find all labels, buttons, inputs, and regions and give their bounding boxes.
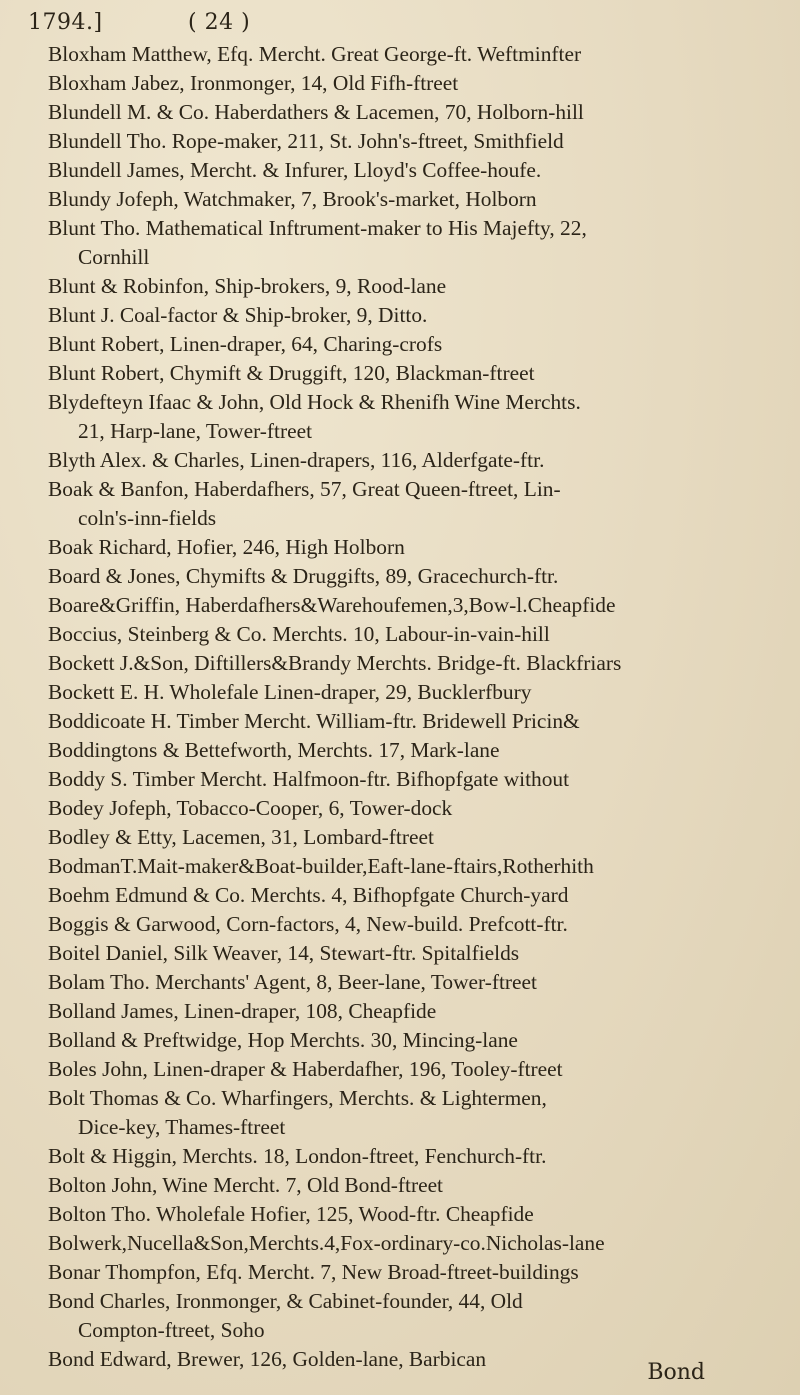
entry-text: Bodey Jofeph, Tobacco-Cooper, 6, Tower-dock [48,796,453,820]
directory-entry [28,98,778,127]
entry-text: Bolt Thomas & Co. Wharfingers, Merchts. & Lightermen, [48,1086,547,1110]
entry-text: Bolton Tho. Wholefale Hofier, 125, Wood-ftr. Cheapfide [48,1202,534,1226]
entry-text: Bolwerk,Nucella&Son,Merchts.4,Fox-ordinary-co.Nicholas-lane [48,1231,605,1255]
entry-text: Boak Richard, Hofier, 246, High Holborn [48,535,405,559]
entry-text: BodmanT.Mait-maker&Boat-builder,Eaft-lane-ftairs,Rotherhith [48,854,594,878]
entry-text: Bolland James, Linen-draper, 108, Cheapfide [48,999,437,1023]
entry-text: Boehm Edmund & Co. Merchts. 4, Bifhopfgate Church-yard [48,883,569,907]
directory-entry [28,1229,778,1258]
directory-entry [28,1084,778,1113]
entry-text: 21, Harp-lane, Tower-ftreet [78,419,313,443]
entry-text: Bonar Thompfon, Efq. Mercht. 7, New Broad-ftreet-buildings [48,1260,579,1284]
entry-text: Blundell Tho. Rope-maker, 211, St. John's-ftreet, Smithfield [48,129,564,153]
directory-entry [28,156,778,185]
directory-entry [28,620,778,649]
directory-entry [28,243,778,272]
directory-entry [28,736,778,765]
entry-text: Blunt & Robinfon, Ship-brokers, 9, Rood-lane [48,274,447,298]
entry-text: Boccius, Steinberg & Co. Merchts. 10, Labour-in-vain-hill [48,622,550,646]
directory-entry [28,185,778,214]
entry-text: Blunt Robert, Linen-draper, 64, Charing-crofs [48,332,443,356]
directory-entry [28,214,778,243]
entry-text: Blunt Robert, Chymift & Druggift, 120, Blackman-ftreet [48,361,535,385]
entry-text: Bockett J.&Son, Diftillers&Brandy Merchts. Bridge-ft. Blackfriars [48,651,622,675]
entry-text: Dice-key, Thames-ftreet [78,1115,286,1139]
directory-entry [28,417,778,446]
directory-entry [28,794,778,823]
directory-entry [28,1142,778,1171]
directory-entry [28,968,778,997]
entry-text: Blundell M. & Co. Haberdathers & Lacemen, 70, Holborn-hill [48,100,584,124]
entry-text: Boddy S. Timber Mercht. Halfmoon-ftr. Bifhopfgate without [48,767,570,791]
directory-entry [28,765,778,794]
catchword: Bond [647,1360,705,1385]
entry-text: Boak & Banfon, Haberdafhers, 57, Great Queen-ftreet, Lin- [48,477,561,501]
directory-entry [28,446,778,475]
header-year: 1794.] [28,10,103,35]
entry-text: Bloxham Matthew, Efq. Mercht. Great George-ft. Weftminfter [48,42,582,66]
directory-entry [28,40,778,69]
directory-entry [28,1287,778,1316]
directory-entry [28,69,778,98]
directory-entry [28,881,778,910]
entry-text: Boddingtons & Bettefworth, Merchts. 17, Mark-lane [48,738,500,762]
directory-entry [28,272,778,301]
directory-entry [28,1316,778,1345]
directory-entry [28,504,778,533]
entry-text: Blundell James, Mercht. & Infurer, Lloyd's Coffee-houfe. [48,158,542,182]
header-page-number: ( 24 ) [188,10,251,35]
directory-entry [28,1113,778,1142]
entry-text: Boddicoate H. Timber Mercht. William-ftr. Bridewell Pricin& [48,709,580,733]
directory-entry [28,301,778,330]
directory-entry [28,823,778,852]
directory-entry [28,1055,778,1084]
directory-entry [28,359,778,388]
directory-entry [28,997,778,1026]
entry-text: coln's-inn-fields [78,506,217,530]
entry-text: Bond Edward, Brewer, 126, Golden-lane, Barbican [48,1347,487,1371]
entry-text: Blyth Alex. & Charles, Linen-drapers, 116, Alderfgate-ftr. [48,448,545,472]
entry-text: Bond Charles, Ironmonger, & Cabinet-founder, 44, Old [48,1289,523,1313]
entry-text: Bodley & Etty, Lacemen, 31, Lombard-ftreet [48,825,434,849]
directory-entry [28,330,778,359]
directory-entry [28,852,778,881]
directory-entry [28,533,778,562]
page-header [28,6,780,40]
entry-text: Compton-ftreet, Soho [78,1318,265,1342]
directory-entry [28,1200,778,1229]
directory-entry [28,1026,778,1055]
entry-text: Blunt Tho. Mathematical Inftrument-maker to His Majefty, 22, [48,216,587,240]
entry-text: Boggis & Garwood, Corn-factors, 4, New-build. Prefcott-ftr. [48,912,568,936]
directory-entries [28,40,778,1374]
directory-entry [28,562,778,591]
entry-text: Boitel Daniel, Silk Weaver, 14, Stewart-ftr. Spitalfields [48,941,520,965]
directory-entry [28,388,778,417]
entry-text: Blundy Jofeph, Watchmaker, 7, Brook's-market, Holborn [48,187,537,211]
entry-text: Bockett E. H. Wholefale Linen-draper, 29, Bucklerfbury [48,680,532,704]
directory-entry [28,1258,778,1287]
directory-entry [28,678,778,707]
entry-text: Blunt J. Coal-factor & Ship-broker, 9, Ditto. [48,303,428,327]
entry-text: Boare&Griffin, Haberdafhers&Warehoufemen,3,Bow-l.Cheapfide [48,593,616,617]
entry-text: Board & Jones, Chymifts & Druggifts, 89, Gracechurch-ftr. [48,564,559,588]
directory-entry [28,127,778,156]
entry-text: Cornhill [78,245,150,269]
entry-text: Bolton John, Wine Mercht. 7, Old Bond-ftreet [48,1173,444,1197]
directory-entry [28,1171,778,1200]
directory-entry [28,649,778,678]
entry-text: Blydefteyn Ifaac & John, Old Hock & Rhenifh Wine Merchts. [48,390,581,414]
entry-text: Bolt & Higgin, Merchts. 18, London-ftreet, Fenchurch-ftr. [48,1144,547,1168]
entry-text: Bolland & Preftwidge, Hop Merchts. 30, Mincing-lane [48,1028,518,1052]
directory-entry [28,939,778,968]
directory-entry [28,591,778,620]
directory-entry [28,707,778,736]
directory-entry [28,475,778,504]
directory-entry [28,910,778,939]
entry-text: Boles John, Linen-draper & Haberdafher, 196, Tooley-ftreet [48,1057,563,1081]
entry-text: Bolam Tho. Merchants' Agent, 8, Beer-lane, Tower-ftreet [48,970,537,994]
entry-text: Bloxham Jabez, Ironmonger, 14, Old Fifh-ftreet [48,71,459,95]
